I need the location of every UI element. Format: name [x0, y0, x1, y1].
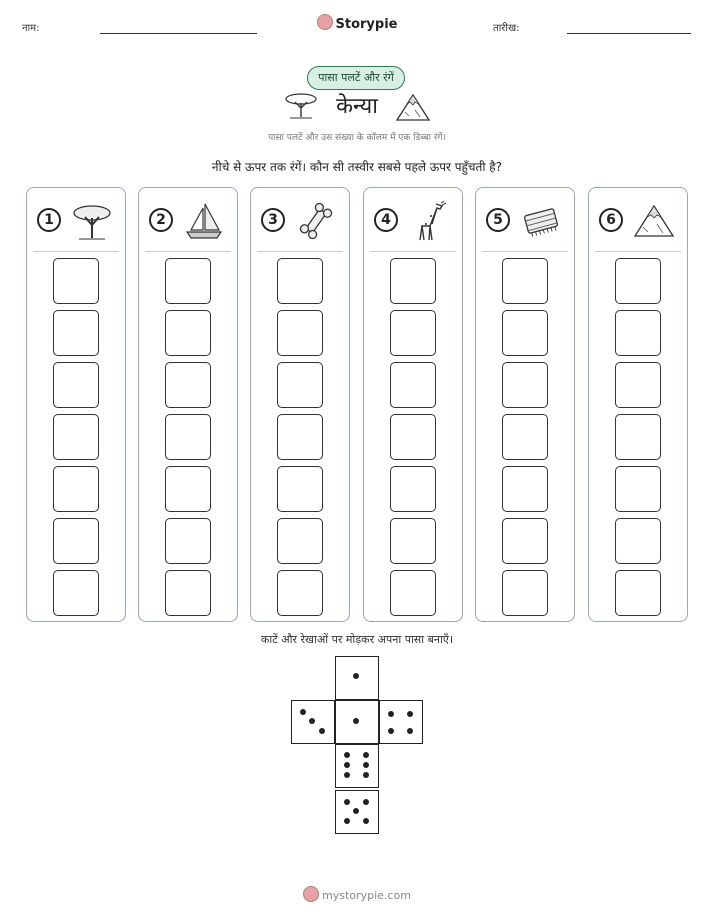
dice-face-5 — [335, 790, 379, 834]
color-box[interactable] — [615, 570, 661, 616]
name-label: नाम: — [22, 23, 40, 34]
column-divider — [482, 251, 568, 252]
mountain-icon — [633, 200, 675, 242]
page-title: केन्या — [336, 94, 378, 119]
acacia-tree-icon — [71, 200, 113, 242]
column-divider — [33, 251, 119, 252]
color-box[interactable] — [165, 466, 211, 512]
column-3 — [250, 187, 350, 622]
color-box[interactable] — [165, 310, 211, 356]
column-divider — [257, 251, 343, 252]
color-box[interactable] — [502, 414, 548, 460]
color-box[interactable] — [165, 258, 211, 304]
color-box[interactable] — [277, 466, 323, 512]
column-number: 4 — [374, 208, 398, 232]
column-5 — [475, 187, 575, 622]
dice-pip — [388, 711, 394, 717]
dice-pip — [319, 728, 325, 734]
dice-pip — [309, 718, 315, 724]
color-box[interactable] — [390, 570, 436, 616]
color-box[interactable] — [53, 362, 99, 408]
color-box[interactable] — [277, 518, 323, 564]
dice-pip — [363, 752, 369, 758]
color-box[interactable] — [277, 258, 323, 304]
folded-blanket-icon — [520, 200, 562, 242]
color-box[interactable] — [390, 466, 436, 512]
color-box[interactable] — [615, 362, 661, 408]
dice-pip — [344, 762, 350, 768]
color-box[interactable] — [390, 362, 436, 408]
column-2 — [138, 187, 238, 622]
sailboat-icon — [183, 200, 225, 242]
color-box[interactable] — [390, 258, 436, 304]
color-box[interactable] — [502, 518, 548, 564]
dice-pip — [353, 718, 359, 724]
date-label: तारीख: — [493, 23, 520, 34]
dice-face-4 — [379, 700, 423, 744]
color-box[interactable] — [53, 258, 99, 304]
storypie-logo-icon — [317, 14, 333, 30]
column-4 — [363, 187, 463, 622]
brand-name: Storypie — [335, 17, 398, 32]
color-box[interactable] — [53, 570, 99, 616]
mountain-title-icon — [395, 92, 431, 122]
column-divider — [595, 251, 681, 252]
column-6 — [588, 187, 688, 622]
color-box[interactable] — [615, 466, 661, 512]
column-number: 5 — [486, 208, 510, 232]
dice-pip — [407, 711, 413, 717]
dice-pip — [300, 709, 306, 715]
question: नीचे से ऊपर तक रंगें। कौन सी तस्वीर सबसे पहले ऊपर पहुँचती है? — [211, 160, 503, 174]
column-number: 6 — [599, 208, 623, 232]
color-box[interactable] — [53, 310, 99, 356]
color-box[interactable] — [165, 570, 211, 616]
column-divider — [370, 251, 456, 252]
color-box[interactable] — [165, 414, 211, 460]
color-box[interactable] — [53, 518, 99, 564]
color-box[interactable] — [502, 466, 548, 512]
color-box[interactable] — [615, 414, 661, 460]
giraffe-icon — [408, 200, 450, 242]
dice-face-3 — [291, 700, 335, 744]
dice-pip — [344, 799, 350, 805]
color-box[interactable] — [390, 310, 436, 356]
color-box[interactable] — [615, 518, 661, 564]
dice-face-6 — [335, 744, 379, 788]
dice-pip — [353, 808, 359, 814]
bone-icon — [295, 200, 337, 242]
dice-pip — [363, 772, 369, 778]
color-box[interactable] — [53, 466, 99, 512]
name-line[interactable] — [100, 33, 257, 34]
color-box[interactable] — [277, 310, 323, 356]
column-number: 3 — [261, 208, 285, 232]
instructions: पासा पलटें और उस संख्या के कॉलम में एक डिब्बा रंगें। — [268, 133, 446, 143]
color-box[interactable] — [277, 414, 323, 460]
color-box[interactable] — [277, 362, 323, 408]
footer — [0, 886, 714, 902]
activity-tag: पासा पलटें और रंगें — [307, 66, 405, 90]
date-line[interactable] — [567, 33, 691, 34]
color-box[interactable] — [165, 362, 211, 408]
dice-pip — [344, 818, 350, 824]
storypie-logo-icon — [303, 886, 319, 902]
column-divider — [145, 251, 231, 252]
dice-pip — [363, 762, 369, 768]
color-box[interactable] — [502, 258, 548, 304]
color-box[interactable] — [277, 570, 323, 616]
color-box[interactable] — [615, 310, 661, 356]
dice-pip — [344, 752, 350, 758]
brand-logo — [0, 14, 714, 32]
dice-pip — [344, 772, 350, 778]
dice-face-1 — [335, 700, 379, 744]
column-number: 1 — [37, 208, 61, 232]
column-number: 2 — [149, 208, 173, 232]
color-box[interactable] — [502, 362, 548, 408]
dice-pip — [363, 818, 369, 824]
color-box[interactable] — [165, 518, 211, 564]
cut-instruction: काटें और रेखाओं पर मोड़कर अपना पासा बनाएँ। — [260, 633, 454, 646]
dice-pip — [363, 799, 369, 805]
footer-url[interactable]: mystorypie.com — [322, 889, 411, 902]
dice-pip — [388, 728, 394, 734]
dice-face-1 — [335, 656, 379, 700]
color-box[interactable] — [502, 310, 548, 356]
dice-pip — [353, 673, 359, 679]
color-box[interactable] — [53, 414, 99, 460]
dice-pip — [407, 728, 413, 734]
color-box[interactable] — [390, 414, 436, 460]
column-1 — [26, 187, 126, 622]
color-box[interactable] — [615, 258, 661, 304]
color-box[interactable] — [502, 570, 548, 616]
color-box[interactable] — [390, 518, 436, 564]
